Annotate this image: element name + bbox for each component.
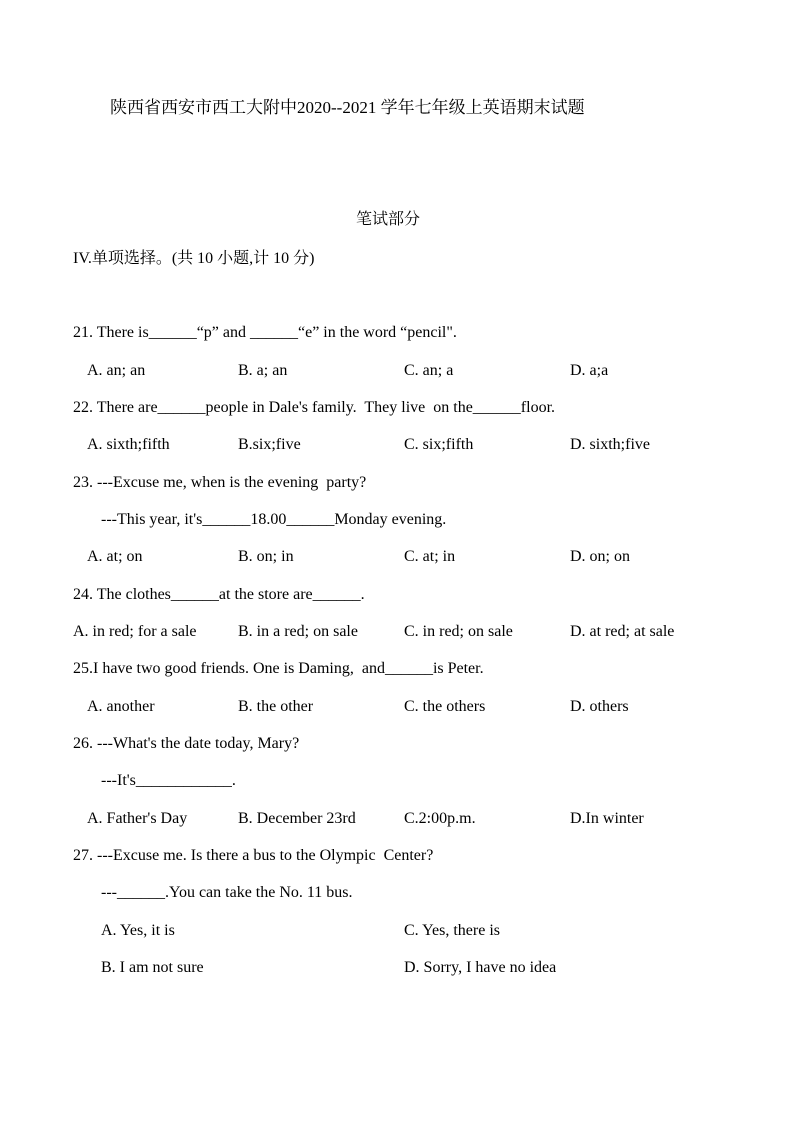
option-d: D. a;a bbox=[570, 362, 609, 379]
option-a: A. another bbox=[87, 698, 155, 715]
option-b: B. on; in bbox=[238, 548, 294, 565]
option-c: C. an; a bbox=[404, 362, 454, 379]
question-stem: 22. There are______people in Dale's family. They live on the______floor. bbox=[73, 399, 556, 416]
option-c: C.2:00p.m. bbox=[404, 810, 476, 827]
option-d: D. Sorry, I have no idea bbox=[404, 959, 557, 976]
question-stem: 24. The clothes______at the store are______. bbox=[73, 586, 365, 603]
question-stem-line-2: ---This year, it's______18.00______Monday evening. bbox=[101, 511, 447, 528]
option-a: A. Yes, it is bbox=[101, 922, 175, 939]
option-a: A. at; on bbox=[87, 548, 143, 565]
document-title: 陕西省西安市西工大附中2020--2021 学年七年级上英语期末试题 bbox=[110, 98, 585, 117]
option-c: C. in red; on sale bbox=[404, 623, 513, 640]
option-b: B. I am not sure bbox=[101, 959, 204, 976]
option-d: D. sixth;five bbox=[570, 436, 650, 453]
option-b: B. the other bbox=[238, 698, 314, 715]
question-stem: 23. ---Excuse me, when is the evening party? bbox=[73, 474, 367, 491]
option-c: C. at; in bbox=[404, 548, 456, 565]
section-instructions: IV.单项选择。(共 10 小题,计 10 分) bbox=[73, 250, 315, 267]
option-b: B. a; an bbox=[238, 362, 288, 379]
option-d: D. on; on bbox=[570, 548, 630, 565]
question-stem: 26. ---What's the date today, Mary? bbox=[73, 735, 300, 752]
option-b: B.six;five bbox=[238, 436, 301, 453]
option-b: B. in a red; on sale bbox=[238, 623, 358, 640]
option-d: D. others bbox=[570, 698, 629, 715]
option-a: A. an; an bbox=[87, 362, 146, 379]
option-c: C. the others bbox=[404, 698, 486, 715]
option-d: D.In winter bbox=[570, 810, 644, 827]
option-c: C. Yes, there is bbox=[404, 922, 501, 939]
question-stem: 25.I have two good friends. One is Daming, and______is Peter. bbox=[73, 660, 484, 677]
option-a: A. sixth;fifth bbox=[87, 436, 170, 453]
section-heading: 笔试部分 bbox=[356, 211, 421, 228]
question-stem-line-2: ---______.You can take the No. 11 bus. bbox=[101, 884, 353, 901]
option-a: A. in red; for a sale bbox=[73, 623, 197, 640]
question-stem-line-2: ---It's____________. bbox=[101, 772, 236, 789]
option-d: D. at red; at sale bbox=[570, 623, 675, 640]
option-b: B. December 23rd bbox=[238, 810, 356, 827]
question-stem: 21. There is______“p” and ______“e” in the word “pencil". bbox=[73, 324, 457, 341]
question-stem: 27. ---Excuse me. Is there a bus to the Olympic Center? bbox=[73, 847, 434, 864]
option-c: C. six;fifth bbox=[404, 436, 474, 453]
option-a: A. Father's Day bbox=[87, 810, 188, 827]
